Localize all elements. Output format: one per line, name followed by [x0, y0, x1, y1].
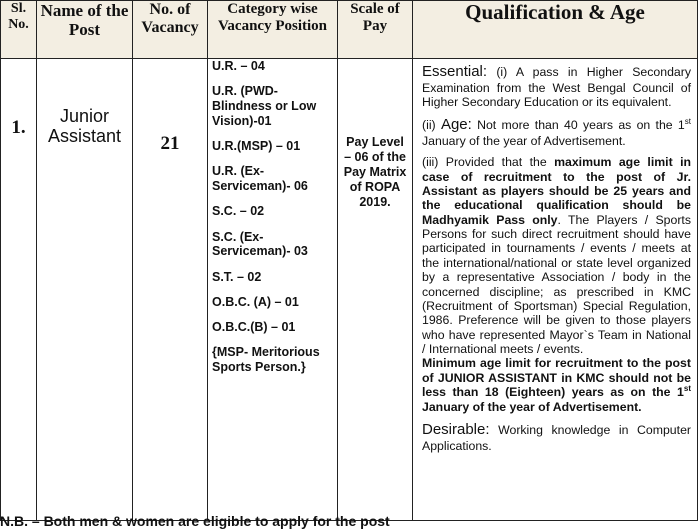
row-post-name-cell: [37, 59, 133, 521]
desirable-text: Working knowledge in Computer Applications.: [422, 422, 691, 453]
row-qualification-cell: [413, 59, 698, 521]
category-item: S.C. – 02: [212, 204, 265, 219]
header-scale-of-pay: Scale of Pay: [338, 1, 413, 59]
row-sl-no: 1.: [11, 117, 26, 138]
age-paragraph: [422, 116, 691, 148]
essential-label: Essential:: [422, 63, 488, 80]
category-item: S.T. – 02: [212, 269, 262, 284]
essential-text: (i) A pass in Higher Secondary Examination from the West Bengal Council of Higher Secondary Education or its equivalent.: [422, 65, 691, 109]
header-category-position: Category wise Vacancy Position: [208, 1, 338, 59]
minimum-age-text: Minimum age limit for recruitment to the post of JUNIOR ASSISTANT in KMC should not be less than 18 (Eighteen) years as on the 1: [422, 356, 691, 400]
row-vacancy-cell: [133, 59, 208, 521]
essential-paragraph: [422, 63, 691, 109]
header-sl-no: Sl. No.: [1, 1, 37, 59]
age-superscript: st: [684, 117, 691, 127]
row-vacancy: 21: [160, 133, 180, 154]
category-item: U.R. – 04: [212, 59, 265, 73]
footnote: N.B. – Both men & women are eligible to apply for the post: [0, 513, 390, 529]
table-header-row: [1, 1, 698, 59]
row-category-cell: [208, 59, 338, 521]
category-item: U.R. (PWD-Blindness or Low Vision)-01: [212, 84, 317, 128]
minimum-age-paragraph: [422, 356, 691, 414]
row-pay-scale-cell: [338, 59, 413, 521]
sports-lead: (iii) Provided that the: [422, 155, 547, 170]
age-text: Not more than 40 years as on the 1: [477, 118, 685, 133]
minimum-age-text-continued: January of the year of Advertisement.: [422, 399, 642, 414]
category-item: U.R. (Ex-Serviceman)- 06: [212, 164, 308, 193]
table-row: [1, 59, 698, 521]
age-label: Age:: [440, 116, 472, 134]
minimum-age-superscript: st: [683, 384, 691, 394]
row-sl-no-cell: [1, 59, 37, 521]
age-prefix: (ii): [422, 118, 436, 133]
category-item: O.B.C. (A) – 01: [212, 294, 299, 309]
sports-paragraph: [422, 155, 691, 356]
category-item: U.R.(MSP) – 01: [212, 139, 301, 153]
category-item: {MSP- Meritorious Sports Person.}: [212, 345, 320, 374]
header-no-of-vacancy: No. of Vacancy: [133, 1, 208, 59]
header-qualification-age: Qualification & Age: [413, 1, 698, 59]
header-name-of-post: Name of the Post: [37, 1, 133, 59]
desirable-label: Desirable:: [422, 420, 490, 438]
sports-rest: . The Players / Sports Persons for such direct recruitment should have participated in tournaments / events / meets at the international/national or state level organized by a representative Association / body in the concerned discipline; as prescribed in KMC (Recruitment of Sportsman) Special Regulation, 1986. Preference will be given to those players who have represented Mayor`s Team in National / International meets / events.: [422, 212, 691, 357]
row-pay-scale: Pay Level – 06 of the Pay Matrix of ROPA 2019.: [343, 135, 407, 209]
age-text-continued: January of the year of Advertisement.: [422, 133, 626, 148]
category-item: O.B.C.(B) – 01: [212, 320, 296, 334]
row-post-name: Junior Assistant: [47, 106, 122, 146]
category-item: S.C. (Ex-Serviceman)- 03: [212, 229, 308, 259]
desirable-paragraph: [422, 421, 691, 453]
sports-bold-text: maximum age limit in case of recruitment to the post of Jr. Assistant as players should be 25 years and the educational qualification should be Madhyamik Pass only: [422, 155, 692, 227]
